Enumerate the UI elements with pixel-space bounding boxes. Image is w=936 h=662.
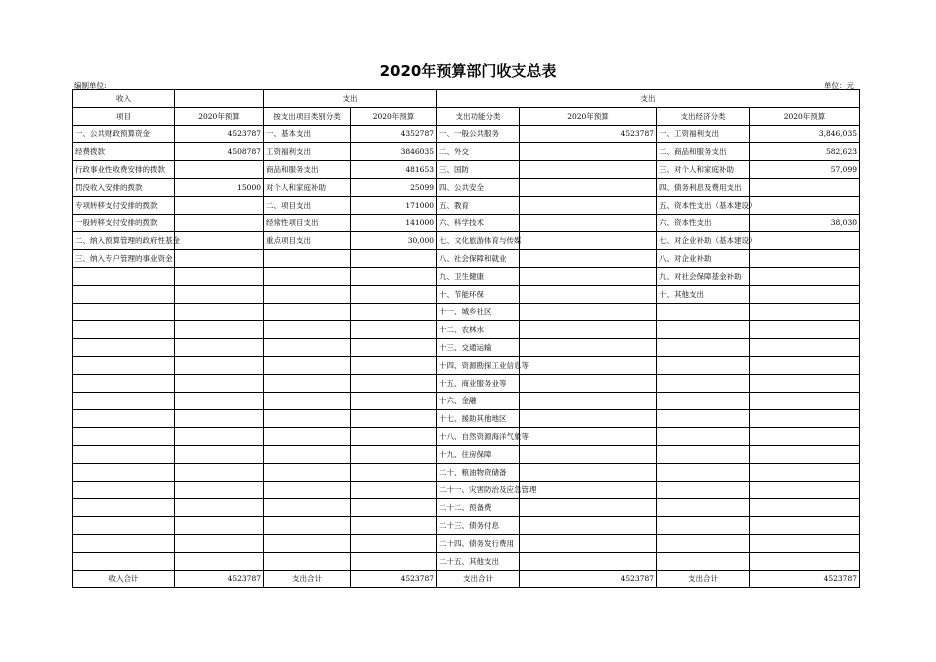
economic-category bbox=[657, 534, 750, 552]
project-category bbox=[264, 285, 351, 303]
economic-total-value: 4523787 bbox=[750, 570, 860, 588]
economic-category: 七、对企业补助（基本建设） bbox=[657, 232, 750, 250]
table-row bbox=[73, 339, 860, 357]
income-value bbox=[175, 303, 264, 321]
table-row bbox=[73, 125, 860, 143]
function-category: 五、教育 bbox=[437, 196, 520, 214]
project-total-value: 4523787 bbox=[351, 570, 437, 588]
table-row bbox=[73, 178, 860, 196]
economic-value bbox=[750, 196, 860, 214]
economic-category: 六、资本性支出 bbox=[657, 214, 750, 232]
function-value bbox=[520, 143, 657, 161]
income-item bbox=[73, 552, 175, 570]
table-row bbox=[73, 321, 860, 339]
function-category: 三、国防 bbox=[437, 161, 520, 179]
economic-value: 38,030 bbox=[750, 214, 860, 232]
project-category bbox=[264, 356, 351, 374]
project-value bbox=[351, 445, 437, 463]
project-value bbox=[351, 303, 437, 321]
function-value bbox=[520, 499, 657, 517]
function-value bbox=[520, 321, 657, 339]
totals-row bbox=[73, 570, 860, 588]
project-category bbox=[264, 552, 351, 570]
income-value bbox=[175, 463, 264, 481]
table-row bbox=[73, 428, 860, 446]
table-row bbox=[73, 499, 860, 517]
function-category: 十七、援助其他地区 bbox=[437, 410, 520, 428]
economic-value bbox=[750, 178, 860, 196]
function-value bbox=[520, 214, 657, 232]
economic-category: 二、商品和服务支出 bbox=[657, 143, 750, 161]
economic-value bbox=[750, 392, 860, 410]
function-category: 十八、自然资源海洋气象等 bbox=[437, 428, 520, 446]
income-item: 行政事业性收费安排的拨款 bbox=[73, 161, 175, 179]
economic-category bbox=[657, 356, 750, 374]
table-row bbox=[73, 534, 860, 552]
income-item bbox=[73, 303, 175, 321]
function-category: 二十二、预备费 bbox=[437, 499, 520, 517]
income-item bbox=[73, 428, 175, 446]
function-category: 十五、商业服务业等 bbox=[437, 374, 520, 392]
economic-category: 一、工资福利支出 bbox=[657, 125, 750, 143]
table-row bbox=[73, 410, 860, 428]
function-category: 二、外交 bbox=[437, 143, 520, 161]
economic-value bbox=[750, 267, 860, 285]
economic-category bbox=[657, 463, 750, 481]
function-category: 十四、资源勘探工业信息等 bbox=[437, 356, 520, 374]
table-row bbox=[73, 445, 860, 463]
table-row bbox=[73, 463, 860, 481]
project-category bbox=[264, 303, 351, 321]
economic-category bbox=[657, 410, 750, 428]
project-category bbox=[264, 410, 351, 428]
income-item bbox=[73, 481, 175, 499]
economic-value bbox=[750, 356, 860, 374]
economic-value bbox=[750, 428, 860, 446]
economic-category bbox=[657, 481, 750, 499]
economic-category bbox=[657, 392, 750, 410]
project-value bbox=[351, 517, 437, 535]
function-category: 十九、住房保障 bbox=[437, 445, 520, 463]
project-category bbox=[264, 463, 351, 481]
table-row bbox=[73, 303, 860, 321]
project-category bbox=[264, 428, 351, 446]
income-total-label: 收入合计 bbox=[73, 570, 175, 588]
budget-summary-table bbox=[72, 89, 860, 588]
table-row bbox=[73, 481, 860, 499]
function-category: 二十四、债务发行费用 bbox=[437, 534, 520, 552]
income-value bbox=[175, 356, 264, 374]
economic-category bbox=[657, 552, 750, 570]
economic-value bbox=[750, 534, 860, 552]
economic-value bbox=[750, 481, 860, 499]
project-value: 481653 bbox=[351, 161, 437, 179]
table-row bbox=[73, 161, 860, 179]
currency-unit-label: 单位：元 bbox=[824, 81, 854, 90]
function-category: 十二、农林水 bbox=[437, 321, 520, 339]
income-item bbox=[73, 410, 175, 428]
project-category: 商品和服务支出 bbox=[264, 161, 351, 179]
economic-value bbox=[750, 285, 860, 303]
function-category: 八、社会保障和就业 bbox=[437, 250, 520, 268]
income-item: 二、纳入预算管理的政府性基金 bbox=[73, 232, 175, 250]
col-by-function: 支出功能分类 bbox=[437, 107, 520, 125]
economic-value bbox=[750, 463, 860, 481]
project-value bbox=[351, 356, 437, 374]
project-value: 4352787 bbox=[351, 125, 437, 143]
function-value bbox=[520, 356, 657, 374]
project-category: 经常性项目支出 bbox=[264, 214, 351, 232]
header-row-1 bbox=[73, 90, 860, 108]
table-row bbox=[73, 143, 860, 161]
income-item bbox=[73, 392, 175, 410]
function-value bbox=[520, 250, 657, 268]
table-row bbox=[73, 356, 860, 374]
function-total-label: 支出合计 bbox=[437, 570, 520, 588]
page-title: 2020年预算部门收支总表 bbox=[379, 62, 557, 80]
economic-value bbox=[750, 232, 860, 250]
income-total-value: 4523787 bbox=[175, 570, 264, 588]
income-value bbox=[175, 392, 264, 410]
project-value bbox=[351, 552, 437, 570]
project-category bbox=[264, 517, 351, 535]
col-by-project: 按支出项目类别分类 bbox=[264, 107, 351, 125]
function-value bbox=[520, 392, 657, 410]
table-row bbox=[73, 392, 860, 410]
project-value bbox=[351, 339, 437, 357]
function-category: 九、卫生健康 bbox=[437, 267, 520, 285]
compiling-unit-label: 编制单位: bbox=[74, 81, 107, 90]
project-category bbox=[264, 339, 351, 357]
col-item: 项目 bbox=[73, 107, 175, 125]
function-value bbox=[520, 285, 657, 303]
col-budget-income: 2020年预算 bbox=[175, 107, 264, 125]
income-value: 15000 bbox=[175, 178, 264, 196]
project-category: 二、项目支出 bbox=[264, 196, 351, 214]
income-value bbox=[175, 232, 264, 250]
project-category bbox=[264, 445, 351, 463]
function-category: 二十五、其他支出 bbox=[437, 552, 520, 570]
economic-value: 57,099 bbox=[750, 161, 860, 179]
function-category: 二十一、灾害防治及应急管理 bbox=[437, 481, 520, 499]
project-value bbox=[351, 499, 437, 517]
economic-value bbox=[750, 303, 860, 321]
function-value bbox=[520, 178, 657, 196]
project-total-label: 支出合计 bbox=[264, 570, 351, 588]
function-category: 二十、粮油物资储备 bbox=[437, 463, 520, 481]
economic-value: 582,623 bbox=[750, 143, 860, 161]
income-value bbox=[175, 552, 264, 570]
income-value: 4523787 bbox=[175, 125, 264, 143]
expense-header-project: 支出 bbox=[264, 90, 437, 108]
function-total-value: 4523787 bbox=[520, 570, 657, 588]
economic-value bbox=[750, 374, 860, 392]
project-category: 一、基本支出 bbox=[264, 125, 351, 143]
function-category: 七、文化旅游体育与传媒 bbox=[437, 232, 520, 250]
income-value bbox=[175, 499, 264, 517]
economic-category: 四、债务利息及费用支出 bbox=[657, 178, 750, 196]
function-value bbox=[520, 339, 657, 357]
income-header: 收入 bbox=[73, 90, 175, 108]
income-value: 4508787 bbox=[175, 143, 264, 161]
function-value bbox=[520, 445, 657, 463]
project-category: 重点项目支出 bbox=[264, 232, 351, 250]
income-value bbox=[175, 321, 264, 339]
project-category bbox=[264, 267, 351, 285]
economic-category: 三、对个人和家庭补助 bbox=[657, 161, 750, 179]
project-category: 对个人和家庭补助 bbox=[264, 178, 351, 196]
income-value bbox=[175, 285, 264, 303]
income-value bbox=[175, 339, 264, 357]
function-value bbox=[520, 161, 657, 179]
project-value bbox=[351, 428, 437, 446]
economic-value: 3,846,035 bbox=[750, 125, 860, 143]
income-value bbox=[175, 161, 264, 179]
economic-category bbox=[657, 499, 750, 517]
income-item bbox=[73, 534, 175, 552]
project-value: 25099 bbox=[351, 178, 437, 196]
economic-value bbox=[750, 552, 860, 570]
economic-category bbox=[657, 517, 750, 535]
function-category: 十三、交通运输 bbox=[437, 339, 520, 357]
income-item bbox=[73, 339, 175, 357]
function-value bbox=[520, 410, 657, 428]
project-value bbox=[351, 267, 437, 285]
function-category: 十一、城乡社区 bbox=[437, 303, 520, 321]
col-by-economic: 支出经济分类 bbox=[657, 107, 750, 125]
income-item bbox=[73, 517, 175, 535]
economic-category bbox=[657, 428, 750, 446]
income-value bbox=[175, 267, 264, 285]
project-value bbox=[351, 534, 437, 552]
function-category: 一、一般公共服务 bbox=[437, 125, 520, 143]
function-value bbox=[520, 552, 657, 570]
function-value bbox=[520, 232, 657, 250]
economic-category: 十、其他支出 bbox=[657, 285, 750, 303]
function-value: 4523787 bbox=[520, 125, 657, 143]
function-value bbox=[520, 303, 657, 321]
project-value bbox=[351, 410, 437, 428]
income-value bbox=[175, 534, 264, 552]
project-value: 141000 bbox=[351, 214, 437, 232]
project-category bbox=[264, 534, 351, 552]
income-value bbox=[175, 250, 264, 268]
project-value: 171000 bbox=[351, 196, 437, 214]
economic-total-label: 支出合计 bbox=[657, 570, 750, 588]
income-item: 专项转移支付安排的拨款 bbox=[73, 196, 175, 214]
economic-value bbox=[750, 499, 860, 517]
economic-category bbox=[657, 374, 750, 392]
income-item bbox=[73, 321, 175, 339]
project-value bbox=[351, 285, 437, 303]
project-category bbox=[264, 321, 351, 339]
table-row bbox=[73, 285, 860, 303]
economic-category: 九、对社会保障基金补助 bbox=[657, 267, 750, 285]
income-value bbox=[175, 517, 264, 535]
income-item: 经费拨款 bbox=[73, 143, 175, 161]
table-row bbox=[73, 517, 860, 535]
function-category: 十六、金融 bbox=[437, 392, 520, 410]
table-row bbox=[73, 374, 860, 392]
income-item bbox=[73, 285, 175, 303]
income-item bbox=[73, 499, 175, 517]
economic-category bbox=[657, 321, 750, 339]
function-value bbox=[520, 196, 657, 214]
project-category bbox=[264, 250, 351, 268]
economic-category bbox=[657, 339, 750, 357]
function-value bbox=[520, 267, 657, 285]
income-item bbox=[73, 463, 175, 481]
income-value bbox=[175, 428, 264, 446]
project-value bbox=[351, 250, 437, 268]
income-value bbox=[175, 481, 264, 499]
table-row bbox=[73, 250, 860, 268]
income-value bbox=[175, 214, 264, 232]
function-value bbox=[520, 534, 657, 552]
economic-category bbox=[657, 303, 750, 321]
table-row bbox=[73, 196, 860, 214]
project-value bbox=[351, 463, 437, 481]
function-value bbox=[520, 481, 657, 499]
project-value: 30,000 bbox=[351, 232, 437, 250]
project-value bbox=[351, 321, 437, 339]
project-value bbox=[351, 481, 437, 499]
table-row bbox=[73, 214, 860, 232]
project-value bbox=[351, 374, 437, 392]
income-item bbox=[73, 267, 175, 285]
income-item bbox=[73, 445, 175, 463]
table-row bbox=[73, 552, 860, 570]
economic-value bbox=[750, 321, 860, 339]
project-category bbox=[264, 481, 351, 499]
function-value bbox=[520, 428, 657, 446]
economic-value bbox=[750, 250, 860, 268]
col-budget-project: 2020年预算 bbox=[351, 107, 437, 125]
function-value bbox=[520, 463, 657, 481]
project-value bbox=[351, 392, 437, 410]
economic-category: 八、对企业补助 bbox=[657, 250, 750, 268]
project-category bbox=[264, 392, 351, 410]
economic-category bbox=[657, 445, 750, 463]
function-category: 二十三、债务付息 bbox=[437, 517, 520, 535]
col-budget-economic: 2020年预算 bbox=[750, 107, 860, 125]
income-item bbox=[73, 356, 175, 374]
project-category: 工资福利支出 bbox=[264, 143, 351, 161]
project-category bbox=[264, 374, 351, 392]
income-item bbox=[73, 374, 175, 392]
expense-header-function: 支出 bbox=[437, 90, 860, 108]
function-value bbox=[520, 517, 657, 535]
header-blank bbox=[175, 90, 264, 108]
income-value bbox=[175, 196, 264, 214]
economic-value bbox=[750, 339, 860, 357]
economic-value bbox=[750, 410, 860, 428]
function-category: 十、节能环保 bbox=[437, 285, 520, 303]
income-item: 三、纳入专户管理的事业资金 bbox=[73, 250, 175, 268]
function-category: 六、科学技术 bbox=[437, 214, 520, 232]
income-value bbox=[175, 374, 264, 392]
col-budget-function: 2020年预算 bbox=[520, 107, 657, 125]
income-item: 一般转移支付安排的拨款 bbox=[73, 214, 175, 232]
function-category: 四、公共安全 bbox=[437, 178, 520, 196]
function-value bbox=[520, 374, 657, 392]
project-category bbox=[264, 499, 351, 517]
income-value bbox=[175, 445, 264, 463]
header-row-2 bbox=[73, 107, 860, 125]
income-value bbox=[175, 410, 264, 428]
economic-category: 五、资本性支出（基本建设） bbox=[657, 196, 750, 214]
project-value: 3846035 bbox=[351, 143, 437, 161]
economic-value bbox=[750, 445, 860, 463]
economic-value bbox=[750, 517, 860, 535]
income-item: 罚没收入安排的拨款 bbox=[73, 178, 175, 196]
income-item: 一、公共财政预算资金 bbox=[73, 125, 175, 143]
table-row bbox=[73, 232, 860, 250]
table-row bbox=[73, 267, 860, 285]
